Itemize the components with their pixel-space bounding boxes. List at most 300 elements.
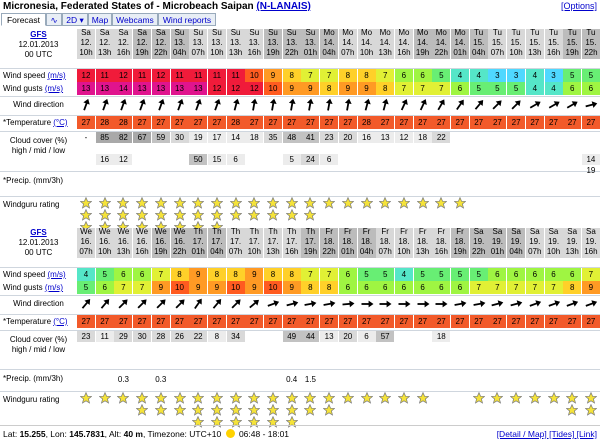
rating-star-icon xyxy=(286,209,298,221)
temperature-cell: 27 xyxy=(545,116,563,129)
temperature-cell: 27 xyxy=(470,116,488,129)
wind-speed-cell: 6 xyxy=(526,268,544,281)
cloud-mid-cell xyxy=(395,143,413,154)
rating-star-icon xyxy=(342,392,354,404)
temperature-cell: 27 xyxy=(283,116,301,129)
forecast-day: Mo xyxy=(320,29,338,39)
wind-gusts-cell: 10 xyxy=(264,82,282,95)
rating-star-icon xyxy=(529,392,541,404)
wind-speed-cell: 7 xyxy=(320,268,338,281)
precip-cell xyxy=(245,176,263,187)
rating-star-icon xyxy=(117,392,129,404)
forecast-date: 19. xyxy=(563,238,581,248)
precip-cell xyxy=(414,374,432,385)
wind-arrow-icon xyxy=(116,98,130,112)
model-link[interactable]: GFS xyxy=(30,228,47,237)
tab-wind-reports[interactable]: Wind reports xyxy=(158,13,216,26)
temperature-cell: 27 xyxy=(245,116,263,129)
wind-speed-cell: 8 xyxy=(283,268,301,281)
row-divider xyxy=(0,295,600,296)
wind-direction-cell xyxy=(451,98,469,113)
wind-arrow-icon xyxy=(528,297,542,311)
temperature-cell: 27 xyxy=(133,315,151,328)
cloud-mid-cell xyxy=(208,143,226,154)
forecast-date: 12. xyxy=(77,39,95,49)
forecast-date: 17. xyxy=(189,238,207,248)
temperature-cell: 27 xyxy=(227,315,245,328)
wind-speed-cell: 6 xyxy=(488,268,506,281)
rating-cell xyxy=(152,392,170,426)
wind-direction-cell xyxy=(133,297,151,312)
precip-cell xyxy=(545,176,563,187)
wind-arrow-icon xyxy=(210,297,224,311)
forecast-day: Th xyxy=(227,228,245,238)
cloud-high-cell: 18 xyxy=(245,132,263,143)
forecast-panel-2 xyxy=(0,227,600,425)
temperature-cell: 27 xyxy=(488,315,506,328)
rating-star-icon xyxy=(248,392,260,404)
wind-gusts-cell: 9 xyxy=(283,281,301,294)
cloud-mid-cell xyxy=(114,342,132,353)
rating-star-icon xyxy=(174,209,186,221)
rating-star-icon xyxy=(510,392,522,404)
rating-star-icon xyxy=(548,392,560,404)
cloud-mid-cell xyxy=(114,143,132,154)
forecast-hour: 04h xyxy=(470,49,488,59)
precip-cell xyxy=(414,176,432,187)
tab-bar xyxy=(0,13,600,27)
rating-star-icon xyxy=(99,392,111,404)
temperature-cell: 27 xyxy=(339,116,357,129)
temperature-cell: 27 xyxy=(358,315,376,328)
cloud-high-cell: 6 xyxy=(358,331,376,342)
rating-cell xyxy=(77,392,95,426)
cloud-low-cell xyxy=(395,353,413,364)
forecast-hour: 19h xyxy=(152,248,170,258)
cloud-mid-cell xyxy=(358,143,376,154)
wind-speed-unit-link[interactable]: (m/s) xyxy=(47,270,66,279)
forecast-date: 15. xyxy=(545,39,563,49)
precip-cell xyxy=(283,176,301,187)
rating-star-icon xyxy=(398,197,410,209)
wind-speed-cell: 12 xyxy=(114,69,132,82)
wind-speed-cell: 3 xyxy=(545,69,563,82)
wind-arrow-icon xyxy=(116,297,130,311)
wind-speed-cell: 11 xyxy=(189,69,207,82)
forecast-hour: 13h xyxy=(414,248,432,258)
wind-gusts-cell: 10 xyxy=(227,281,245,294)
rating-cell xyxy=(171,197,189,231)
rating-star-icon xyxy=(323,197,335,209)
forecast-hour: 19h xyxy=(264,49,282,59)
temperature-cell: 27 xyxy=(432,315,450,328)
wind-gusts-cell: 13 xyxy=(133,82,151,95)
rating-cell xyxy=(339,197,357,231)
wind-direction-cell xyxy=(470,98,488,113)
forecast-date: 16. xyxy=(152,238,170,248)
precip-cell: 1.5 xyxy=(304,375,316,384)
cloud-low-cell xyxy=(245,353,263,364)
forecast-date: 13. xyxy=(245,39,263,49)
rating-label: Windguru rating xyxy=(3,200,60,209)
cloud-low-cell xyxy=(171,353,189,364)
wind-direction-cell xyxy=(582,297,600,312)
rating-cell xyxy=(283,197,301,231)
rating-star-icon xyxy=(136,392,148,404)
timezone: UTC+10 xyxy=(189,429,222,439)
rating-label: Windguru rating xyxy=(3,395,60,404)
forecast-hour: 16h xyxy=(582,248,600,258)
forecast-day: Th xyxy=(189,228,207,238)
wind-gusts-cell: 7 xyxy=(395,82,413,95)
temperature-cell: 27 xyxy=(526,116,544,129)
wind-arrow-icon xyxy=(434,98,448,112)
wind-direction-cell xyxy=(545,297,563,312)
wind-direction-cell xyxy=(451,297,469,312)
forecast-day: Mo xyxy=(339,29,357,39)
model-label[interactable] xyxy=(0,228,77,238)
sunrise-sunset: 06:48 - 18:01 xyxy=(238,429,290,439)
precip-cell xyxy=(171,374,189,385)
rating-star-icon xyxy=(174,392,186,404)
rating-cell xyxy=(264,392,282,426)
temperature-cell: 27 xyxy=(245,315,263,328)
forecast-hour: 22h xyxy=(432,49,450,59)
wind-direction-cell xyxy=(245,98,263,113)
temperature-cell: 27 xyxy=(171,315,189,328)
wind-gusts-cell: 9 xyxy=(208,281,226,294)
forecast-date: 18. xyxy=(432,238,450,248)
wind-speed-cell: 3 xyxy=(507,69,525,82)
rating-star-icon xyxy=(248,197,260,209)
forecast-hour: 01h xyxy=(301,49,319,59)
rating-star-icon xyxy=(211,392,223,404)
cloud-mid-cell xyxy=(320,342,338,353)
cloud-high-cell: 8 xyxy=(208,331,226,342)
wind-speed-cell: 8 xyxy=(264,268,282,281)
wind-arrow-icon xyxy=(547,98,561,112)
tab-2d[interactable]: 2D ▾ xyxy=(62,13,88,26)
rating-star-icon xyxy=(230,197,242,209)
cloud-high-cell: 18 xyxy=(432,331,450,342)
cloud-cover-sublabel: high / mid / low xyxy=(11,345,66,354)
forecast-date: 13. xyxy=(283,39,301,49)
rating-cell xyxy=(526,392,544,426)
wind-speed-cell: 7 xyxy=(152,268,170,281)
temperature-cell: 27 xyxy=(395,315,413,328)
cloud-low-cell xyxy=(563,154,581,165)
forecast-day: We xyxy=(133,228,151,238)
rating-cell xyxy=(208,392,226,426)
rating-star-icon xyxy=(361,197,373,209)
wind-arrow-icon xyxy=(416,98,430,112)
forecast-hour: 04h xyxy=(320,49,338,59)
model-label[interactable] xyxy=(0,30,77,40)
cloud-mid-cell xyxy=(582,143,600,154)
temperature-cell: 27 xyxy=(582,116,600,129)
wind-arrow-icon xyxy=(547,297,561,311)
cloud-low-cell xyxy=(432,154,450,165)
wind-speed-cell: 7 xyxy=(301,268,319,281)
cloud-mid-cell xyxy=(582,342,600,353)
model-link[interactable]: GFS xyxy=(30,30,47,39)
wind-arrow-icon xyxy=(341,98,355,112)
cloud-mid-cell xyxy=(395,342,413,353)
wind-direction-cell xyxy=(301,297,319,312)
wind-arrow-icon xyxy=(154,98,168,112)
forecast-date: 14. xyxy=(339,39,357,49)
forecast-hour: 04h xyxy=(208,248,226,258)
wind-arrow-icon xyxy=(378,98,392,112)
cloud-mid-cell xyxy=(545,143,563,154)
wind-arrow-icon xyxy=(416,297,430,311)
wind-direction-cell xyxy=(526,297,544,312)
forecast-date: 18. xyxy=(414,238,432,248)
cloud-low-cell: 6 xyxy=(320,154,338,165)
tab-forecast[interactable]: Forecast xyxy=(1,13,46,26)
temperature-cell: 27 xyxy=(301,116,319,129)
rating-star-icon xyxy=(211,209,223,221)
rating-cell xyxy=(245,392,263,426)
precip-cell xyxy=(320,176,338,187)
rating-star-icon xyxy=(155,392,167,404)
wind-gusts-cell: 9 xyxy=(245,281,263,294)
wind-direction-cell xyxy=(563,297,581,312)
precip-cell xyxy=(376,374,394,385)
forecast-hour: 13h xyxy=(227,49,245,59)
wind-arrow-icon xyxy=(229,297,243,311)
forecast-hour: 07h xyxy=(488,49,506,59)
wind-direction-cell xyxy=(339,297,357,312)
cloud-low-cell xyxy=(152,353,170,364)
wind-speed-unit-link[interactable]: (m/s) xyxy=(47,71,66,80)
precip-cell xyxy=(339,374,357,385)
precip-cell xyxy=(301,176,319,187)
forecast-date: 15. xyxy=(507,39,525,49)
wind-direction-cell xyxy=(582,98,600,113)
forecast-hour: 10h xyxy=(96,248,114,258)
cloud-mid-cell xyxy=(488,143,506,154)
temperature-cell: 27 xyxy=(133,116,151,129)
wind-gusts-cell: 13 xyxy=(77,82,95,95)
temperature-cell: 27 xyxy=(152,315,170,328)
cloud-low-cell xyxy=(358,353,376,364)
rating-cell xyxy=(171,392,189,426)
forecast-hour: 07h xyxy=(339,49,357,59)
wind-direction-cell xyxy=(414,297,432,312)
temperature-cell: 27 xyxy=(451,116,469,129)
rating-star-icon xyxy=(286,197,298,209)
wind-arrow-icon xyxy=(360,98,374,112)
forecast-hour: 22h xyxy=(320,248,338,258)
precip-cell xyxy=(488,374,506,385)
forecast-day: Sa xyxy=(582,228,600,238)
wind-speed-cell: 6 xyxy=(339,268,357,281)
temperature-cell: 27 xyxy=(470,315,488,328)
rating-cell xyxy=(432,392,450,426)
forecast-hour: 04h xyxy=(358,248,376,258)
wind-speed-cell: 6 xyxy=(133,268,151,281)
wind-gusts-cell: 9 xyxy=(152,281,170,294)
precip-cell xyxy=(451,374,469,385)
forecast-hour: 07h xyxy=(227,248,245,258)
wind-direction-cell xyxy=(283,297,301,312)
forecast-hour: 10h xyxy=(245,248,263,258)
tab-webcams[interactable]: Webcams xyxy=(112,13,158,26)
cloud-low-cell xyxy=(339,154,357,165)
forecast-hour: 10h xyxy=(77,49,95,59)
rating-star-icon xyxy=(80,197,92,209)
forecast-date: 13. xyxy=(264,39,282,49)
cloud-mid-cell xyxy=(414,143,432,154)
precip-cell xyxy=(96,374,114,385)
forecast-date: 17. xyxy=(264,238,282,248)
forecast-day: Mo xyxy=(395,29,413,39)
wind-speed-cell: 7 xyxy=(301,69,319,82)
temperature-unit-link[interactable]: (°C) xyxy=(53,317,68,326)
wind-arrow-icon xyxy=(247,297,261,311)
cloud-low-cell xyxy=(395,154,413,165)
wind-arrow-icon xyxy=(285,297,299,311)
rating-cell xyxy=(414,392,432,426)
precip-cell xyxy=(339,176,357,187)
rating-star-icon xyxy=(473,392,485,404)
forecast-hour: 16h xyxy=(545,49,563,59)
wind-speed-cell: 4 xyxy=(526,69,544,82)
rating-star-icon xyxy=(267,404,279,416)
precip-cell xyxy=(470,374,488,385)
forecast-day: Tu xyxy=(470,29,488,39)
forecast-date: 15. xyxy=(488,39,506,49)
forecast-date: 19. xyxy=(582,238,600,248)
cloud-mid-cell xyxy=(133,143,151,154)
wind-direction-cell xyxy=(171,297,189,312)
wind-gusts-cell: 9 xyxy=(301,82,319,95)
cloud-high-cell: 67 xyxy=(133,132,151,143)
cloud-mid-cell xyxy=(301,143,319,154)
rating-cell xyxy=(114,197,132,231)
rating-star-icon xyxy=(99,197,111,209)
precip-cell xyxy=(488,176,506,187)
wind-gusts-unit-link[interactable]: (m/s) xyxy=(44,283,64,292)
temperature-cell: 28 xyxy=(114,116,132,129)
forecast-hour: 10h xyxy=(545,248,563,258)
temperature-cell: 27 xyxy=(264,116,282,129)
cloud-low-cell xyxy=(414,353,432,364)
forecast-hour: 01h xyxy=(189,248,207,258)
wind-speed-label: Wind speed (m/s) xyxy=(3,270,66,279)
wind-arrow-icon xyxy=(360,297,374,311)
cloud-high-cell xyxy=(488,132,506,143)
wind-speed-cell: 5 xyxy=(432,268,450,281)
cloud-high-cell xyxy=(488,331,506,342)
wind-direction-cell xyxy=(488,297,506,312)
temperature-cell: 27 xyxy=(376,315,394,328)
temperature-cell: 27 xyxy=(414,315,432,328)
cloud-high-cell xyxy=(526,331,544,342)
wind-speed-cell: 5 xyxy=(96,268,114,281)
forecast-day: Sa xyxy=(77,29,95,39)
cloud-high-cell: 22 xyxy=(432,132,450,143)
forecast-day: We xyxy=(152,228,170,238)
cloud-high-cell: 34 xyxy=(227,331,245,342)
temperature-unit-link[interactable]: (°C) xyxy=(53,118,68,127)
precip-cell xyxy=(133,374,151,385)
cloud-high-cell xyxy=(507,331,525,342)
rating-star-icon xyxy=(417,392,429,404)
rating-star-icon xyxy=(286,404,298,416)
rating-cell xyxy=(264,197,282,231)
wind-speed-cell: 12 xyxy=(152,69,170,82)
forecast-day: Th xyxy=(283,228,301,238)
cloud-high-cell: 85 xyxy=(96,132,114,143)
cloud-high-cell xyxy=(395,331,413,342)
wind-gusts-cell: 12 xyxy=(208,82,226,95)
rating-star-icon xyxy=(323,392,335,404)
temperature-cell: 27 xyxy=(283,315,301,328)
options-link[interactable]: [Options] xyxy=(560,1,597,11)
wind-gusts-cell: 6 xyxy=(339,281,357,294)
wind-gusts-label: Wind gusts (m/s) xyxy=(3,84,64,93)
wind-gusts-cell: 7 xyxy=(507,281,525,294)
wind-gusts-cell: 8 xyxy=(301,281,319,294)
forecast-date: 15. xyxy=(582,39,600,49)
forecast-date: 17. xyxy=(283,238,301,248)
wind-arrow-icon xyxy=(434,297,448,311)
forecast-day: Mo xyxy=(376,29,394,39)
footer-links[interactable]: [Detail / Map] [Tides] [Link] xyxy=(496,429,597,439)
forecast-hour: 16h xyxy=(395,49,413,59)
wind-gusts-unit-link[interactable]: (m/s) xyxy=(44,84,64,93)
wind-gusts-cell: 5 xyxy=(470,82,488,95)
cloud-low-cell xyxy=(470,353,488,364)
temperature-cell: 27 xyxy=(395,116,413,129)
cloud-high-cell xyxy=(563,331,581,342)
cloud-low-cell: 6 xyxy=(227,154,245,165)
rating-cell xyxy=(488,197,506,231)
cloud-high-cell: 49 xyxy=(283,331,301,342)
tab-map[interactable]: Map xyxy=(88,13,112,26)
wind-direction-cell xyxy=(114,98,132,113)
rating-star-icon xyxy=(566,392,578,404)
precip-cell: 0.4 xyxy=(286,375,298,384)
precip-cell xyxy=(526,176,544,187)
forecast-day: Su xyxy=(283,29,301,39)
wind-speed-cell: 5 xyxy=(432,69,450,82)
tab-graph[interactable]: ∿ xyxy=(46,13,62,26)
cloud-mid-cell xyxy=(358,342,376,353)
rating-star-icon xyxy=(192,209,204,221)
cloud-high-cell xyxy=(582,331,600,342)
station-link[interactable]: (N-LANAIS) xyxy=(256,1,311,12)
rating-cell xyxy=(432,197,450,231)
cloud-high-cell: 20 xyxy=(339,331,357,342)
wind-arrow-icon xyxy=(210,98,224,112)
temperature-cell: 27 xyxy=(545,315,563,328)
wind-speed-cell: 8 xyxy=(171,268,189,281)
wind-gusts-cell: 7 xyxy=(470,281,488,294)
rating-cell xyxy=(96,392,114,426)
cloud-high-cell: 28 xyxy=(152,331,170,342)
wind-gusts-cell: 13 xyxy=(152,82,170,95)
cloud-low-cell xyxy=(414,154,432,165)
forecast-day: Fr xyxy=(339,228,357,238)
temperature-cell: 28 xyxy=(227,116,245,129)
rating-star-icon xyxy=(174,197,186,209)
wind-speed-cell: 4 xyxy=(395,268,413,281)
forecast-hour: 19h xyxy=(414,49,432,59)
cloud-high-cell: 11 xyxy=(96,331,114,342)
